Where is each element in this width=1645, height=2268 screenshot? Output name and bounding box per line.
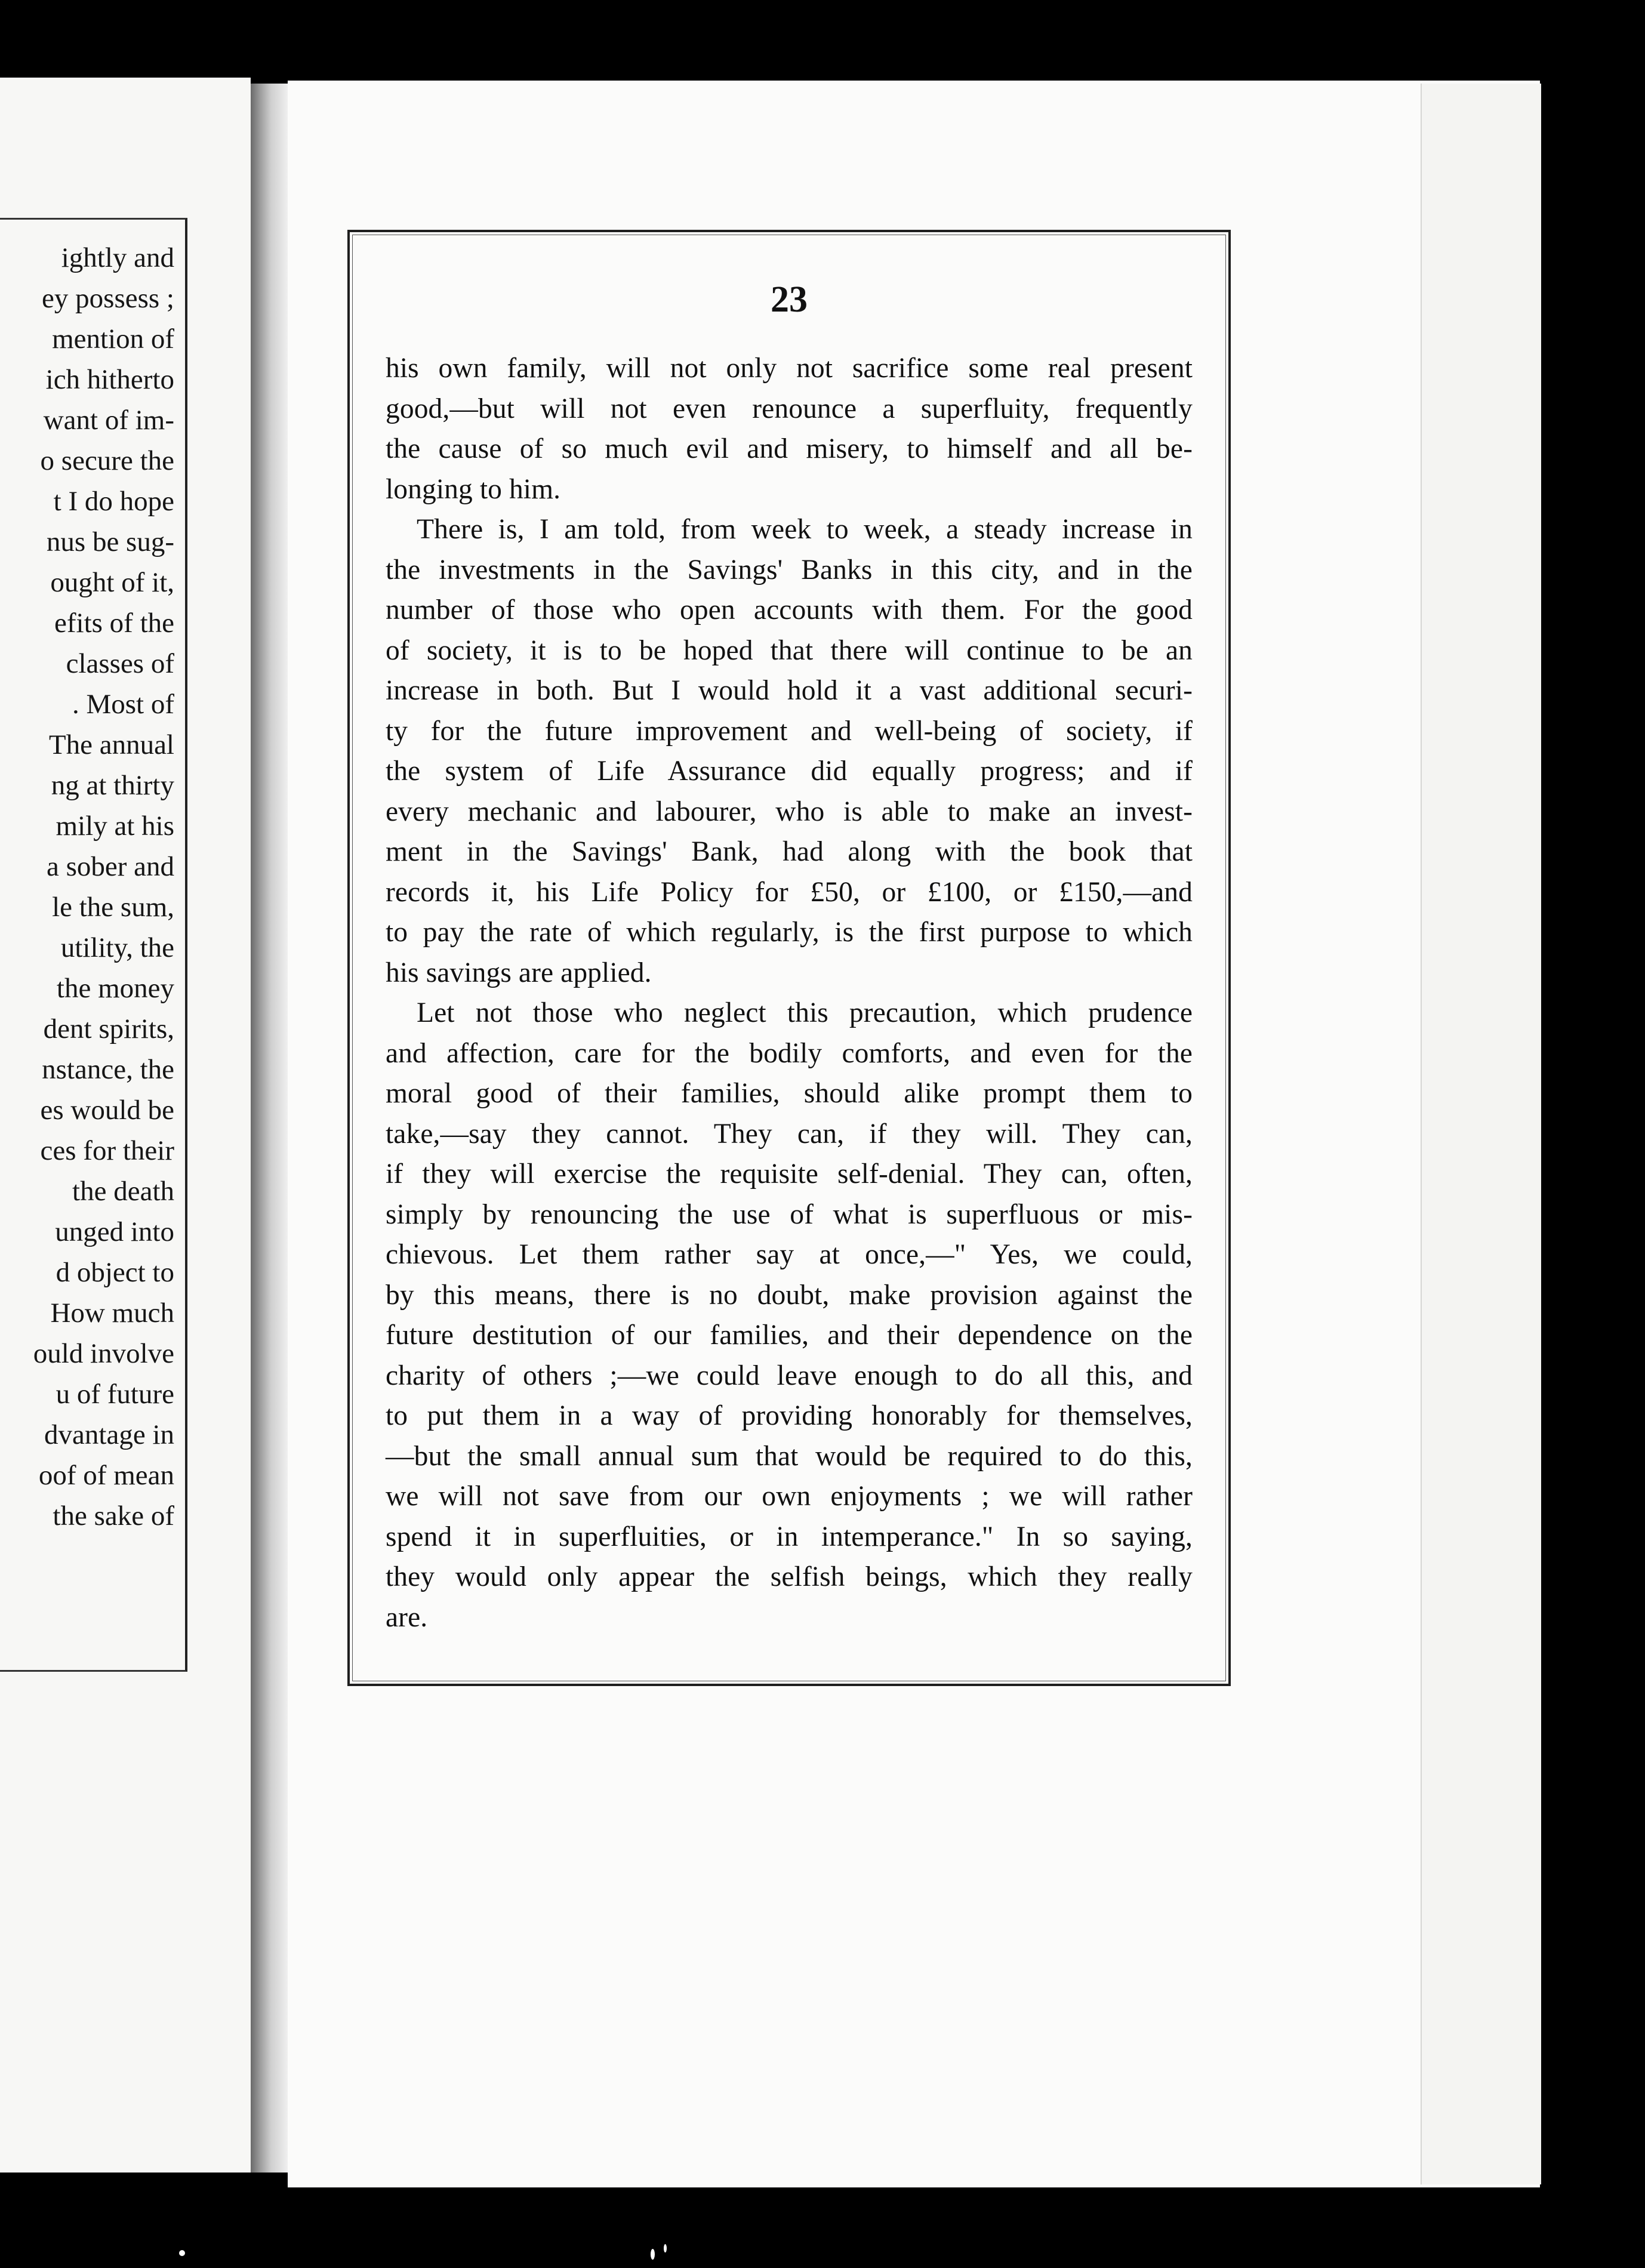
book-gutter xyxy=(251,84,288,2173)
left-page-line: the money xyxy=(56,973,174,1004)
left-page-line: nus be sug- xyxy=(46,526,174,557)
text-line: There is, I am told, from week to week, a steady increase in xyxy=(417,514,1193,545)
text-line: chievous. Let them rather say at once,—" Yes, we could, xyxy=(386,1239,1193,1270)
text-line: to put them in a way of providing honorably for themselves, xyxy=(386,1400,1193,1431)
left-page-line: mention of xyxy=(52,323,174,355)
text-line: simply by renouncing the use of what is superfluous or mis- xyxy=(386,1198,1193,1230)
left-page-line: ey possess ; xyxy=(42,283,174,314)
text-line: charity of others ;—we could leave enough to do all this, and xyxy=(386,1360,1193,1391)
left-page-line: o secure the xyxy=(40,445,174,476)
text-line: Let not those who neglect this precaution, which prudence xyxy=(417,997,1193,1028)
left-page-line: efits of the xyxy=(54,608,174,639)
page-text-frame xyxy=(347,230,1231,1686)
text-line: his own family, will not only not sacrifice some real present xyxy=(386,353,1193,384)
scan-speck xyxy=(651,2249,655,2260)
text-line: records it, his Life Policy for £50, or £100, or £150,—and xyxy=(386,876,1193,908)
text-line: moral good of their families, should alike prompt them to xyxy=(386,1078,1193,1109)
left-page-line: the sake of xyxy=(53,1500,174,1531)
left-page-line: nstance, the xyxy=(42,1054,174,1085)
page-edge xyxy=(1421,84,1541,2184)
paragraph xyxy=(386,510,1193,993)
text-line: if they will exercise the requisite self-denial. They can, often, xyxy=(386,1158,1193,1190)
left-page-line: a sober and xyxy=(46,851,174,882)
left-page-line: oof of mean xyxy=(38,1460,174,1491)
text-line: the investments in the Savings' Banks in this city, and in the xyxy=(386,554,1193,586)
left-page-line: . Most of xyxy=(72,689,174,720)
text-line: by this means, there is no doubt, make provision against the xyxy=(386,1279,1193,1311)
left-page-line: classes of xyxy=(66,648,174,679)
left-page-line: mily at his xyxy=(56,811,174,842)
left-page-line: utility, the xyxy=(60,932,174,963)
text-line: ment in the Savings' Bank, had along with the book that xyxy=(386,836,1193,867)
left-page-line: ng at thirty xyxy=(51,770,174,801)
left-page-line: ich hitherto xyxy=(45,364,174,395)
scan-speck xyxy=(664,2244,667,2252)
text-line: they would only appear the selfish beings, which they really xyxy=(386,1561,1193,1592)
text-line: and affection, care for the bodily comforts, and even for the xyxy=(386,1037,1193,1069)
text-line: the cause of so much evil and misery, to himself and all be- xyxy=(386,433,1193,464)
text-line: spend it in superfluities, or in intemperance." In so saying, xyxy=(386,1521,1193,1552)
text-line: we will not save from our own enjoyments ; we will rather xyxy=(386,1481,1193,1512)
scan-speck xyxy=(179,2250,185,2256)
left-page-line: le the sum, xyxy=(52,892,174,923)
text-line: are. xyxy=(386,1601,428,1633)
left-page-line: want of im- xyxy=(43,405,174,436)
left-page-line: dvantage in xyxy=(44,1419,174,1450)
text-line: longing to him. xyxy=(386,473,561,505)
text-line: good,—but will not even renounce a superfluity, frequently xyxy=(386,393,1193,424)
left-page-text xyxy=(33,238,174,1536)
left-page-line: The annual xyxy=(48,729,174,760)
left-page-line: unged into xyxy=(55,1216,174,1247)
left-page-line: t I do hope xyxy=(53,486,174,517)
left-page-line: ces for their xyxy=(40,1135,174,1166)
text-line: future destitution of our families, and their dependence on the xyxy=(386,1320,1193,1351)
left-page-line: u of future xyxy=(56,1379,174,1410)
facing-left-page xyxy=(0,78,251,2173)
text-line: to pay the rate of which regularly, is the first purpose to which xyxy=(386,917,1193,948)
text-line: every mechanic and labourer, who is able to make an invest- xyxy=(386,796,1193,827)
text-line: of society, it is to be hoped that there will continue to be an xyxy=(386,634,1193,666)
left-page-line: dent spirits, xyxy=(43,1013,174,1044)
left-page-frame xyxy=(0,218,187,1672)
page-number: 23 xyxy=(771,279,808,320)
left-page-line: the death xyxy=(72,1176,174,1207)
body-text xyxy=(386,349,1193,1638)
text-line: the system of Life Assurance did equally progress; and if xyxy=(386,756,1193,787)
text-line: —but the small annual sum that would be required to do this, xyxy=(386,1440,1193,1472)
left-page-line: ould involve xyxy=(33,1338,174,1369)
left-page-line: d object to xyxy=(56,1257,174,1288)
left-page-line: How much xyxy=(50,1298,174,1329)
left-page-line: ightly and xyxy=(61,242,174,273)
paragraph xyxy=(386,993,1193,1638)
text-line: increase in both. But I would hold it a vast additional securi- xyxy=(386,675,1193,706)
left-page-line: ought of it, xyxy=(50,567,174,598)
left-page-line: es would be xyxy=(40,1095,174,1126)
paragraph xyxy=(386,349,1193,510)
text-line: take,—say they cannot. They can, if they will. They can, xyxy=(386,1118,1193,1150)
text-line: his savings are applied. xyxy=(386,957,652,988)
text-line: ty for the future improvement and well-being of society, if xyxy=(386,715,1193,747)
text-line: number of those who open accounts with them. For the good xyxy=(386,594,1193,625)
